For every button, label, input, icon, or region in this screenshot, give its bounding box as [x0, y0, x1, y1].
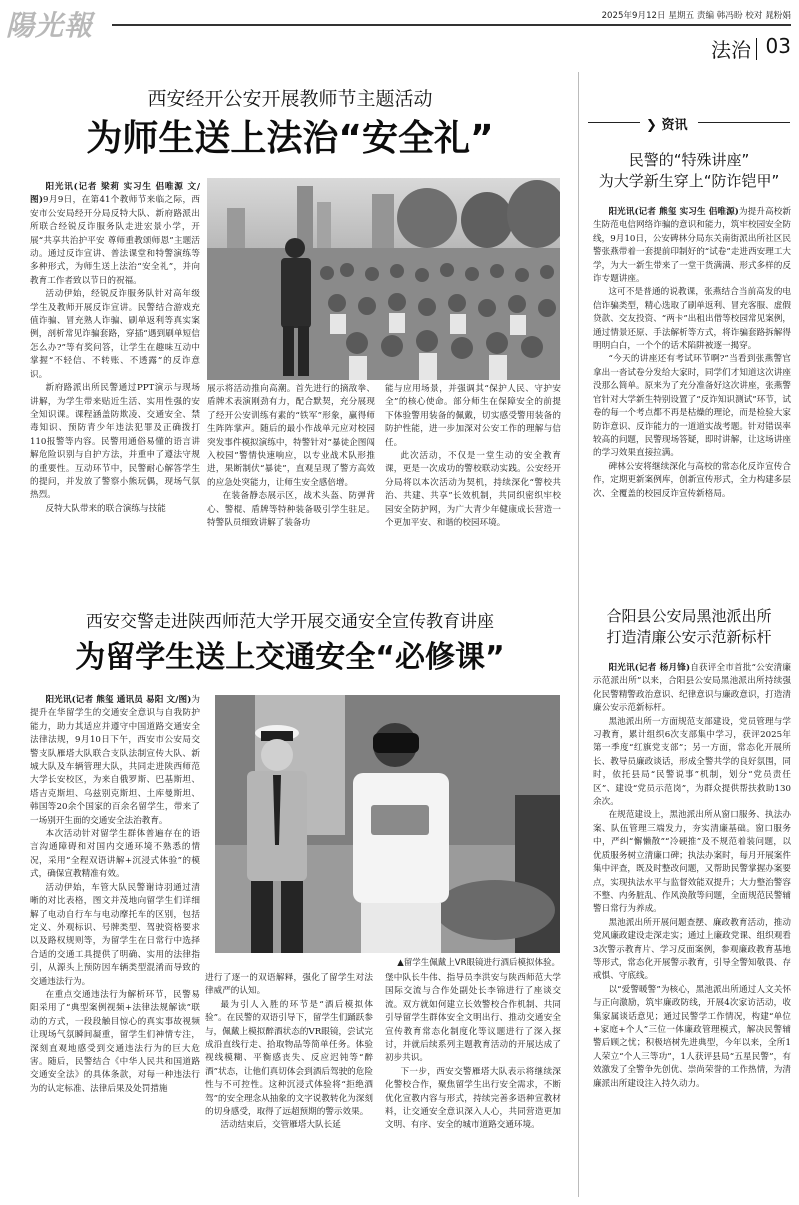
sidebar-story2-byline: 阳光讯(记者 杨月锋): [608, 663, 691, 673]
sidebar-story1-head1: 民警的“特殊讲座”: [628, 151, 750, 169]
article2-byline: 阳光讯(记者 熊玺 通讯员 易阳 文/图): [45, 695, 192, 705]
vr-experience-photo: [215, 695, 560, 953]
sidebar-label: 资讯: [661, 118, 688, 133]
article2-photo: [215, 695, 560, 953]
sidebar-story2-head1: 合阳县公安局黑池派出所: [606, 607, 772, 625]
sidebar-story2-head2: 打造清廉公安示范新标杆: [606, 628, 772, 646]
sidebar-arrow-icon: ❯: [646, 118, 657, 133]
masthead-logo: 陽光報: [6, 9, 94, 42]
article2-col1: 阳光讯(记者 熊玺 通讯员 易阳 文/图)为提升在华留学生的交通安全意识与自我防护能力，助力其适应并遵守中国道路交通安全法律法规，9月10日下午，西安市公安局交警支队雁塔大队联合支队法制宣传大队、新城大队及车辆管理大队，共同走进陕西师范大学长安校区，为来自俄罗斯、巴基斯坦、塔吉克斯坦、乌兹别克斯坦、土库曼斯坦、韩国等20余个国家的百余名留学生，带来了一场别开生面的交通安全法治教育。 本次活动针对留学生群体普遍存在的语言沟通障碍和对国内交通环境不熟悉的情况，采用“全程双语讲解+沉浸式体验”的模式，确保宣教精准有效。 活动伊始，车管大队民警谢诗羽通过清晰的对比表格，图文并茂地向留学生们详细解了电动自行车与电动摩托车的区别，包括定义、外观标识、号牌类型、驾驶资格要求以及路权规则等，为留学生在日常行中选择合适的交通工具提供了明确、实用的法律指引，从源头上预防因车辆类型混淆而导致的交通违法行为。 在重点交通违法行为解析环节，民警易阳采用了“典型案例视频+法律法规解读”联动的方式，一段段触目惊心的真实事故视频让现场气氛瞬间凝重，留学生们神情专注，深刻直观地感受到交通违法行为的巨大危害。随后，民警结合《中华人民共和国道路交通安全法》的具体条款，对每一种违法行为的认定标准、法律后果及处罚措施: [30, 695, 200, 1094]
masthead-rule: [112, 24, 791, 26]
sidebar-label-box: [588, 112, 790, 134]
article2-col3: 堡中队长牛伟、指导员李洪安与陕西师范大学国际交流与合作处副处长李锦进行了座谈交流。双方就如何建立长效警校合作机制、共同引导留学生群体安全文明出行、推动交通安全宣传教育常态化制度化等议题进行了深入探讨，并就后续系列主题教育活动的开展达成了初步共识。 下一步，西安交警雁塔大队表示将继续深化警校合作，聚焦留学生出行安全需求，不断优化宣教内容与形式，持续完善多语种宣教材料，让交通安全意识深入人心，共同营造更加文明、有序、安全的城市道路交通环境。: [385, 973, 561, 1131]
article2-col2: 进行了逐一的双语解释，强化了留学生对法律威严的认知。 最为引人入胜的环节是“酒后模拟体验”。在民警的双语引导下，留学生们踊跃参与，佩戴上模拟醉酒状态的VR眼镜，尝试完成沿直线行走、拾取物品等简单任务。体验视线模糊、平衡感丧失、反应迟钝等“醉酒”状态，让他们真切体会到酒后驾驶的危险性与不可控性。这种沉浸式体验将“拒绝酒驾”的安全理念从抽象的文字说教转化为深刻的切身感受，取得了远超预期的警示效果。 活动结束后，交管雁塔大队长延: [205, 973, 373, 1131]
sidebar-story2-body: 阳光讯(记者 杨月锋)自获评全市首批“公安清廉示范派出所”以来，合阳县公安局黑池派出所持续强化民警精警政治意识、纪律意识与廉政意识，打造清廉公安示范新标杆。 黑池派出所一方面规范支部建设，党员管理与学习教育，累计组织6次支部集中学习，获评2025年第一季度“红旗党支部”；另一方面，常态化开展所长、教导员廉政谈话，形成全警共学的良好氛围，同时，依托县局“民警说事”机制，划分“党员责任区”、建设“党员示范岗”，为群众提供帮扶救助130余次。 在规范建设上，黑池派出所从窗口服务、执法办案、队伍管理三端发力，夯实清廉基础。窗口服务中，严纠“懈懒散”“冷硬推”及不规范着装问题，以优质服务树立清廉口碑；执法办案时，每月开展案件集中评查，既及时整改问题，又帮助民警掌握办案要点，实现执法水平与监督效能双提升；大力整治警容不整、内务脏乱、作风涣散等问题，全面规范民警辅警日常行为养成。 黑池派出所开展问题查摆、廉政教育活动，推动党风廉政建设走深走实；通过上廉政党课、组织观看3次警示教育片、学习反面案例，参观廉政教育基地等形式，常态化开展警示教育，引导全警知敬畏、存戒惧、守底线。 以“爱警暖警”为核心，黑池派出所通过人文关怀与正向激励，筑牢廉政防线，开展4次家访活动，收集家属谈话意见；通过民警学工作情况，构建“单位+家庭+个人”三位一体廉政管理模式，解决民警辅警后顾之忧；积极培树先进典型，今年以来，全所1人荣立“个人三等功”，1人获评县局“五星民警”，有效激发了全警争先创优、崇尚荣誉的工作热情，为清廉派出所建设注入持久动力。: [593, 663, 791, 1089]
section-label: 法治: [711, 38, 751, 62]
article1-photo: [207, 178, 560, 380]
police-lecture-photo: [207, 178, 560, 380]
article1-col1: 阳光讯(记者 梁莉 实习生 侣唯源 文/图)9月9日，在第41个教师节来临之际，西安市公安局经开分局反特大队、新府路派出所联合经锐反诈服务队走进宏景小学，开展“共享共治护平安 尊师重教颂师恩”主题活动。通过反诈宣讲、普法课堂和特警演练等多种形式，为师生送上法治“安全礼”，并向教育工作者致以节日的祝福。 活动伊始，经锐反诈服务队针对高年级学生及教师开展反诈宣讲。民警结合游戏充值诈骗、冒充熟人诈骗、刷单返利等真实案例，剖析常见诈骗套路，穿插“遇到刷单短信怎么办?”等有奖问答，让学生在趣味互动中掌握“不轻信、不转账、不透露”的反诈意识。 新府路派出所民警通过PPT演示与现场讲解，为学生带来贴近生活、实用性强的安全知识课。课程涵盖防欺凌、交通安全、禁毒知识、预防青少年违法犯罪及正确拨打110报警等内容。民警用通俗易懂的语言讲解危险识别与自护方法，并重申了遵法守规的重要性。互动环节中，民警耐心解答学生的提问，并发放了警察小熊玩偶，现场气氛热烈。 反特大队带来的联合演练与技能: [30, 182, 200, 514]
article1-col2: 展示将活动推向高潮。首先进行的摘敌拳、盾牌术表演刚劲有力，配合默契，充分展现了经开公安训练有素的“铁军”形象，赢得师生阵阵掌声。随后的最小作战单元应对校园突发事件模拟演练中，特警针对“暴徒企图闯入校园”警情快速响应，以专业战术队形推进，果断制伏“暴徒”，直观呈现了警方高效的应急处突能力，让师生安全感倍增。 在装备静态展示区，战术头盔、防弹背心、警棍、盾牌等特种装备吸引学生驻足。特警队员细致讲解了装备功: [207, 384, 375, 529]
article2-photo-caption: ▲留学生佩戴上VR眼镜进行酒后模拟体验。: [397, 958, 560, 968]
page-number: 03: [765, 34, 791, 58]
article1-kicker: 西安经开公安开展教师节主题活动: [147, 88, 433, 110]
sidebar-story1-byline: 阳光讯(记者 熊玺 实习生 侣唯源): [608, 207, 739, 217]
sidebar-story1-head2: 为大学新生穿上“防诈铠甲”: [598, 172, 780, 190]
sidebar-story1-body: 阳光讯(记者 熊玺 实习生 侣唯源)为提升高校新生防范电信网络诈骗的意识和能力，筑牢校园安全防线，9月10日，公安碑林分局东关南街派出所社区民警张燕带着一套提前印制好的“试卷”走进西安理工大学，为大一新生带来了一堂干货满满、形式多样的反诈专题讲座。 这可不是普通的说教课，张燕结合当前高发的电信诈骗类型，精心选取了刷单返利、冒充客服、虚假贷款、交友投资、“两卡”出租出借等校园常见案例，通过情景还原、手法解析等方式，将诈骗套路拆解得明明白白，一个个的话术陷阱被逐一揭穿。 “今天的讲座还有考试环节啊?”当看到张燕警官拿出一沓试卷分发给大家时，同学们才知道这次讲座没那么简单。原来为了充分准备好这次讲座，张燕警官针对大学新生特别设置了“反诈知识测试”环节，试卷的每一个考点都不再是枯燥的理论，而是检验大家防诈意识、反诈能力的一道道实战考题。针对错误率较高的问题，民警现场答疑，即时讲解，让这场讲座的学习效果直接拉满。 碑林公安将继续深化与高校的常态化反诈宣传合作，定期更新案例库，创新宣传形式，全力构建多层次、全覆盖的校园反诈宣传新格局。: [593, 207, 791, 499]
article2-kicker: 西安交警走进陕西师范大学开展交通安全宣传教育讲座: [86, 612, 494, 632]
article1-byline: 阳光讯(记者 梁莉 实习生 侣唯源 文/图): [30, 182, 200, 206]
dateline: 2025年9月12日 星期五 责编 韩冯盼 校对 晁粉娟: [601, 11, 791, 21]
article1-headline: 为师生送上法治“安全礼”: [86, 118, 494, 159]
article1-col3: 能与应用场景，并强调其“保护人民、守护安全”的核心使命。部分师生在保障安全的前提下体验警用装备的佩戴，切实感受警用装备的防护性能，进一步加深对公安工作的理解与信任。 此次活动，不仅是一堂生动的安全教育课，更是一次成功的警校联动实践。公安经开分局将以本次活动为契机，持续深化“警校共治、共建、共享”长效机制，共同织密织牢校园安全防护网，为广大青少年健康成长营造一个更加平安、和谐的校园环境。: [385, 384, 561, 529]
section-divider: [756, 38, 757, 60]
article2-headline: 为留学生送上交通安全“必修课”: [75, 640, 505, 675]
